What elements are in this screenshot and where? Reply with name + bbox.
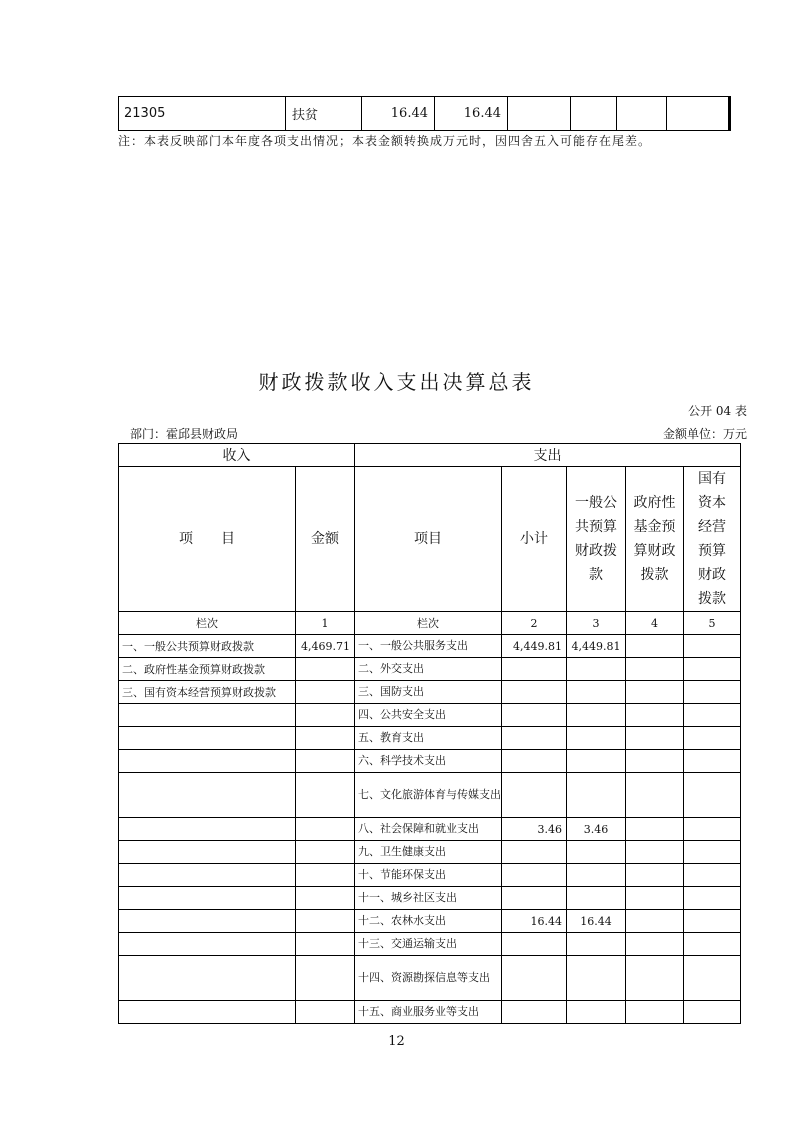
general-budget-cell [567,750,626,773]
fund-budget-cell [626,933,684,956]
fund-budget-cell [626,658,684,681]
income-item-cell [119,887,296,910]
table-row [119,887,741,910]
state-capital-cell [684,956,741,1001]
subtotal-cell [502,887,567,910]
page-number: 12 [388,1034,405,1049]
income-amount-cell [296,1001,355,1024]
top-row-empty-cell [571,97,617,131]
budget-summary-table [118,443,741,1024]
table-row [119,773,741,818]
general-budget-cell [567,704,626,727]
general-budget-cell [567,727,626,750]
income-amount-cell [296,864,355,887]
expense-item-cell: 九、卫生健康支出 [355,841,502,864]
state-capital-cell [684,841,741,864]
table-row [119,635,741,658]
general-budget-cell [567,841,626,864]
state-capital-cell [684,727,741,750]
fund-budget-cell [626,727,684,750]
income-item-cell: 二、政府性基金预算财政拨款 [119,658,296,681]
expense-item-cell: 十二、农林水支出 [355,910,502,933]
income-item-cell [119,773,296,818]
subtotal-cell [502,750,567,773]
expense-item-cell: 十五、商业服务业等支出 [355,1001,502,1024]
income-amount-cell [296,956,355,1001]
general-budget-header: 一般公共预算财政拨款 [567,467,626,612]
fund-budget-header: 政府性基金预算财政拨款 [626,467,684,612]
fund-budget-cell [626,1001,684,1024]
income-item-cell [119,727,296,750]
table-note: 注：本表反映部门本年度各项支出情况；本表金额转换成万元时，因四舍五入可能存在尾差。 [118,134,652,148]
general-budget-cell [567,956,626,1001]
expense-item-cell: 六、科学技术支出 [355,750,502,773]
income-amount-cell [296,681,355,704]
subtotal-cell: 4,449.81 [502,635,567,658]
expense-column-label: 栏次 [355,612,502,635]
top-row-value1: 16.44 [362,97,435,131]
income-item-cell [119,841,296,864]
column-number-5: 5 [684,612,741,635]
general-budget-cell: 16.44 [567,910,626,933]
state-capital-cell [684,910,741,933]
expense-item-cell: 十一、城乡社区支出 [355,887,502,910]
income-amount-cell [296,887,355,910]
subtotal-cell: 16.44 [502,910,567,933]
state-capital-cell [684,750,741,773]
income-item-cell [119,1001,296,1024]
subtotal-cell [502,658,567,681]
income-amount-cell [296,773,355,818]
column-number-3: 3 [567,612,626,635]
column-number-2: 2 [502,612,567,635]
general-budget-cell [567,1001,626,1024]
expense-item-cell: 三、国防支出 [355,681,502,704]
state-capital-cell [684,1001,741,1024]
unit-label: 金额单位：万元 [662,427,747,441]
table-row [119,727,741,750]
expense-item-cell: 八、社会保障和就业支出 [355,818,502,841]
top-row-code: 21305 [119,97,286,131]
table-row [119,841,741,864]
general-budget-cell [567,773,626,818]
income-amount-cell [296,933,355,956]
income-amount-cell [296,818,355,841]
fund-budget-cell [626,681,684,704]
subtotal-cell [502,681,567,704]
income-amount-header: 金额 [296,467,355,612]
state-capital-cell [684,658,741,681]
general-budget-cell: 3.46 [567,818,626,841]
general-budget-cell [567,658,626,681]
subtotal-cell [502,841,567,864]
income-item-cell [119,818,296,841]
fund-budget-cell [626,750,684,773]
top-row-empty-cell [667,97,730,131]
subtotal-cell [502,1001,567,1024]
state-capital-cell [684,818,741,841]
expense-item-cell: 十四、资源勘探信息等支出 [355,956,502,1001]
top-row-empty-cell [508,97,571,131]
income-amount-cell [296,727,355,750]
fund-budget-cell [626,818,684,841]
expense-section-header: 支出 [355,444,741,467]
table-row [119,681,741,704]
table-row [119,933,741,956]
expense-item-cell: 七、文化旅游体育与传媒支出 [355,773,502,818]
fund-budget-cell [626,841,684,864]
state-capital-cell [684,933,741,956]
income-item-cell [119,704,296,727]
subtotal-cell [502,933,567,956]
expense-item-cell: 五、教育支出 [355,727,502,750]
table-row [119,864,741,887]
state-capital-cell [684,887,741,910]
general-budget-cell [567,681,626,704]
column-number-1: 1 [296,612,355,635]
table-row [119,750,741,773]
expense-item-cell: 一、一般公共服务支出 [355,635,502,658]
table-row [119,910,741,933]
income-item-header: 项 目 [119,467,296,612]
general-budget-cell [567,887,626,910]
income-amount-cell [296,658,355,681]
table-row [119,1001,741,1024]
column-number-4: 4 [626,612,684,635]
page-title: 财政拨款收入支出决算总表 [258,370,535,394]
state-capital-cell [684,864,741,887]
state-capital-cell [684,681,741,704]
state-capital-cell [684,635,741,658]
department-label: 部门：霍邱县财政局 [130,427,239,441]
state-capital-header: 国有资本经营预算财政拨款 [684,467,741,612]
income-section-header: 收入 [119,444,355,467]
expense-item-header: 项目 [355,467,502,612]
top-row-empty-cell [617,97,667,131]
income-item-cell [119,933,296,956]
general-budget-cell [567,933,626,956]
fund-budget-cell [626,887,684,910]
expense-item-cell: 二、外交支出 [355,658,502,681]
form-code: 公开 04 表 [688,404,747,418]
income-amount-cell [296,841,355,864]
income-column-label: 栏次 [119,612,296,635]
fund-budget-cell [626,635,684,658]
expense-item-cell: 十、节能环保支出 [355,864,502,887]
subtotal-cell [502,773,567,818]
subtotal-header: 小计 [502,467,567,612]
income-item-cell [119,864,296,887]
state-capital-cell [684,773,741,818]
expense-item-cell: 十三、交通运输支出 [355,933,502,956]
general-budget-cell: 4,449.81 [567,635,626,658]
income-item-cell: 三、国有资本经营预算财政拨款 [119,681,296,704]
income-item-cell [119,750,296,773]
top-row-name: 扶贫 [286,97,362,131]
income-amount-cell [296,704,355,727]
top-table [118,96,731,131]
income-amount-cell: 4,469.71 [296,635,355,658]
fund-budget-cell [626,864,684,887]
fund-budget-cell [626,910,684,933]
income-item-cell [119,956,296,1001]
general-budget-cell [567,864,626,887]
subtotal-cell [502,956,567,1001]
fund-budget-cell [626,704,684,727]
table-row [119,704,741,727]
subtotal-cell: 3.46 [502,818,567,841]
fund-budget-cell [626,773,684,818]
expense-item-cell: 四、公共安全支出 [355,704,502,727]
subtotal-cell [502,727,567,750]
top-row-value2: 16.44 [435,97,508,131]
state-capital-cell [684,704,741,727]
income-item-cell [119,910,296,933]
subtotal-cell [502,704,567,727]
income-amount-cell [296,910,355,933]
income-item-cell: 一、一般公共预算财政拨款 [119,635,296,658]
income-amount-cell [296,750,355,773]
table-row [119,818,741,841]
table-row [119,956,741,1001]
fund-budget-cell [626,956,684,1001]
subtotal-cell [502,864,567,887]
table-row [119,658,741,681]
